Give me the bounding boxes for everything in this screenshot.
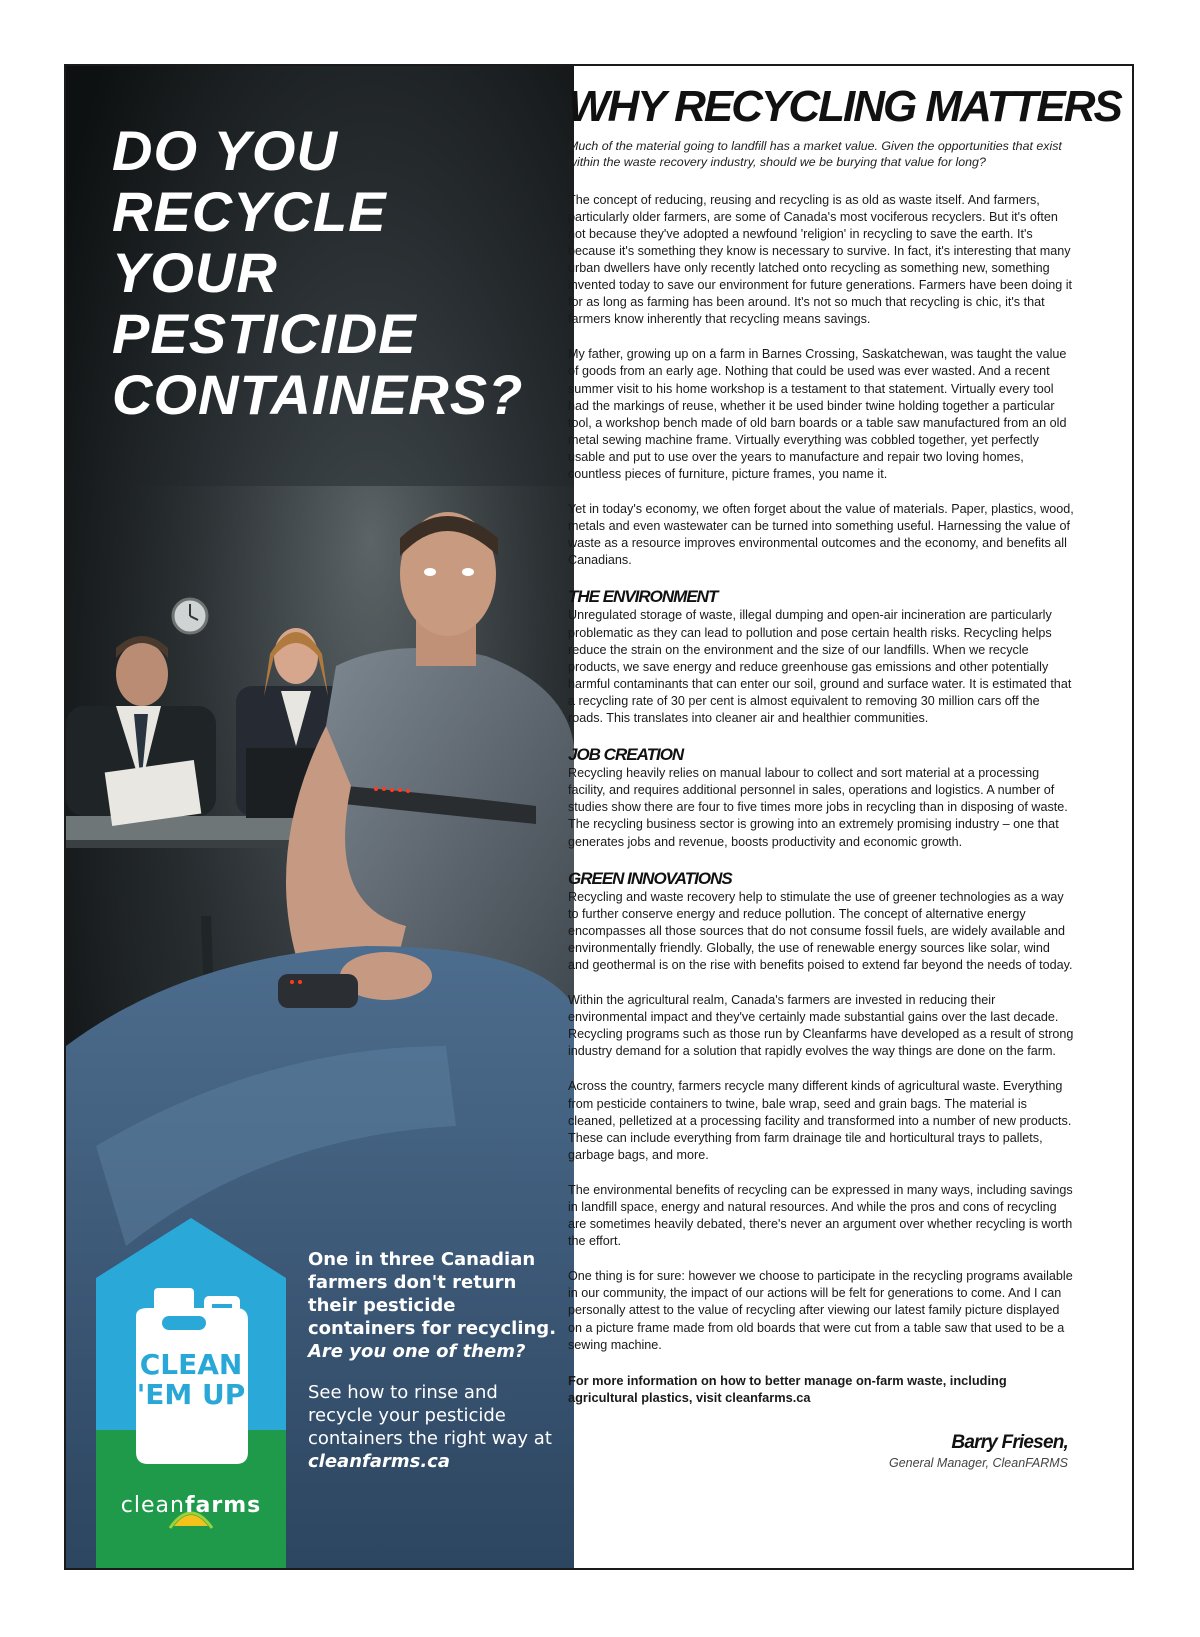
call-to-action (308, 1381, 558, 1473)
cta-url-link[interactable]: cleanfarms.ca (308, 1451, 450, 1472)
page-frame (64, 64, 1134, 1570)
ad-callout (308, 1248, 558, 1473)
ad-headline (112, 120, 523, 425)
article-title: WHY RECYCLING MATTERS (568, 82, 1121, 131)
section-heading-job-creation: JOB CREATION (568, 745, 684, 765)
ad-headline-line: PESTICIDE (112, 302, 417, 365)
author-title: General Manager, CleanFARMS (888, 1455, 1068, 1470)
clean-em-up-line: 'EM UP (136, 1378, 246, 1411)
ad-panel (66, 66, 574, 1568)
more-info-link[interactable]: For more information on how to better manage on-farm waste, including agricultural plastics, visit cleanfarms.ca (568, 1372, 1007, 1405)
article-paragraph: The concept of reducing, reusing and recycling is as old as waste itself. And farmers, particularly older farmers, are some of Canada's most vociferous recyclers. But it's often not because they've adopted a newfound 'religion' in recycling to save the earth. It's because it's something they know is necessary to survive. In fact, it's interesting that many urban dwellers have only recently latched onto recycling as something new, something invented today to save our environment for future generations. Farmers have been doing it for as long as farming has been around. It's not so much that recycling is chic, it's that farmers know inherently that recycling means savings. (568, 192, 1073, 327)
article-paragraph: My father, growing up on a farm in Barnes Crossing, Saskatchewan, was taught the value of goods from an early age. Nothing that could be used was ever wasted. And a recent summer visit to his home workshop is a testament to that statement. Virtually every tool had the markings of reuse, whether it be used binder twine holding together a particular tool, a workshop bench made of old barn boards or a table saw manufactured from an old metal sewing machine frame. Virtually everything was cobbled together, yet perfectly usable and put to use over the years to manufacture and repair two loving homes, countless pieces of furniture, picture frames, you name it. (568, 347, 1067, 481)
article-paragraph: Across the country, farmers recycle many different kinds of agricultural waste. Everything from pesticide containers to twine, bale wrap, seed and grain bags. The material is cleaned, pelletized at a processing facility and transformed into a number of new products. These can include everything from farm drainage tile and horticultural trays to pallets, garbage bags, and more. (568, 1079, 1072, 1162)
clean-em-up-line: CLEAN (139, 1348, 243, 1381)
section-heading-environment: THE ENVIRONMENT (568, 587, 718, 607)
wordmark-bold: farms (184, 1493, 262, 1518)
article-column (568, 66, 1121, 1570)
article-paragraph: Recycling and waste recovery help to stimulate the use of greener technologies as a way to further conserve energy and reduce pollution. The concept of alternative energy encompasses all those sources that do not consume fossil fuels, are widely available and environmentally friendly. Globally, the use of renewable energy sources like solar, wind and geothermal is on the rise with benefits poised to extend far beyond the needs of today. (568, 889, 1073, 972)
author-signature (568, 1432, 1068, 1470)
article-intro: Much of the material going to landfill has a market value. Given the opportunities that exist within the waste recovery industry, should we be burying that value for long? (568, 139, 1062, 170)
section-heading-green-innovations: GREEN INNOVATIONS (568, 868, 732, 888)
ad-headline-line: DO YOU (112, 119, 338, 182)
article-paragraph: Recycling heavily relies on manual labour to collect and sort material at a processing facility, and requires additional personnel in sales, operations and logistics. A number of studies show there are four to five times more jobs in recycling than in disposing of waste. The recycling business sector is growing into an extremely promising industry – one that generates jobs and revenue, boosts productivity and economic growth. (568, 766, 1068, 849)
author-name: Barry Friesen, (951, 1431, 1068, 1453)
article-paragraph: Within the agricultural realm, Canada's farmers are invested in reducing their environmental impact and they've certainly made substantial gains over the last decade. Recycling programs such as those run by Cleanfarms have developed as a result of strong industry demand for a solution that rapidly evolves the way things are done on the farm. (568, 993, 1074, 1059)
callout-bold-text: One in three Canadian farmers don't return their pesticide containers for recycling. (308, 1249, 557, 1339)
callout-question: Are you one of them? (308, 1341, 526, 1362)
cleanfarms-logo (96, 1218, 286, 1568)
ad-headline-line: YOUR (112, 241, 278, 304)
ad-headline-line: CONTAINERS? (112, 363, 524, 426)
cta-text: See how to rinse and recycle your pesticide containers the right way at (308, 1382, 552, 1449)
article-paragraph: Yet in today's economy, we often forget about the value of materials. Paper, plastics, wood, metals and even wastewater can be turned into something useful. Harnessing the value of waste as a resource improves environmental outcomes and the economy, and benefits all Canadians. (568, 502, 1074, 568)
article-paragraph: One thing is for sure: however we choose to participate in the recycling programs available in our community, the impact of our actions will be felt for generations to come. And I can personally attest to the value of recycling after viewing our latest family picture displayed on a picture frame made from old boards that were cut from a table saw that used to be a sewing machine. (568, 1269, 1073, 1352)
clean-em-up-label (96, 1350, 286, 1410)
ad-headline-line: RECYCLE (112, 180, 387, 243)
article-paragraph: The environmental benefits of recycling can be expressed in many ways, including savings in landfill space, energy and natural resources. And while the pros and cons of recycling are sometimes heavily debated, there's never an argument over whether recycling is worth the effort. (568, 1182, 1073, 1249)
callout-statement (308, 1248, 558, 1363)
cleanfarms-wordmark (96, 1493, 286, 1518)
wordmark-light: clean (120, 1493, 185, 1518)
article-paragraph: Unregulated storage of waste, illegal dumping and open-air incineration are particularly problematic as they can lead to pollution and pose certain health risks. Recycling helps reduce the strain on the environment and the size of our landfills. When we recycle products, we save energy and reduce greenhouse gas emissions and other potentially harmful contaminants that can enter our soil, ground and surface water. It is estimated that a recycling rate of 30 per cent is almost equivalent to removing 30 million cars off the roads. This translates into cleaner air and healthier communities. (568, 608, 1072, 726)
